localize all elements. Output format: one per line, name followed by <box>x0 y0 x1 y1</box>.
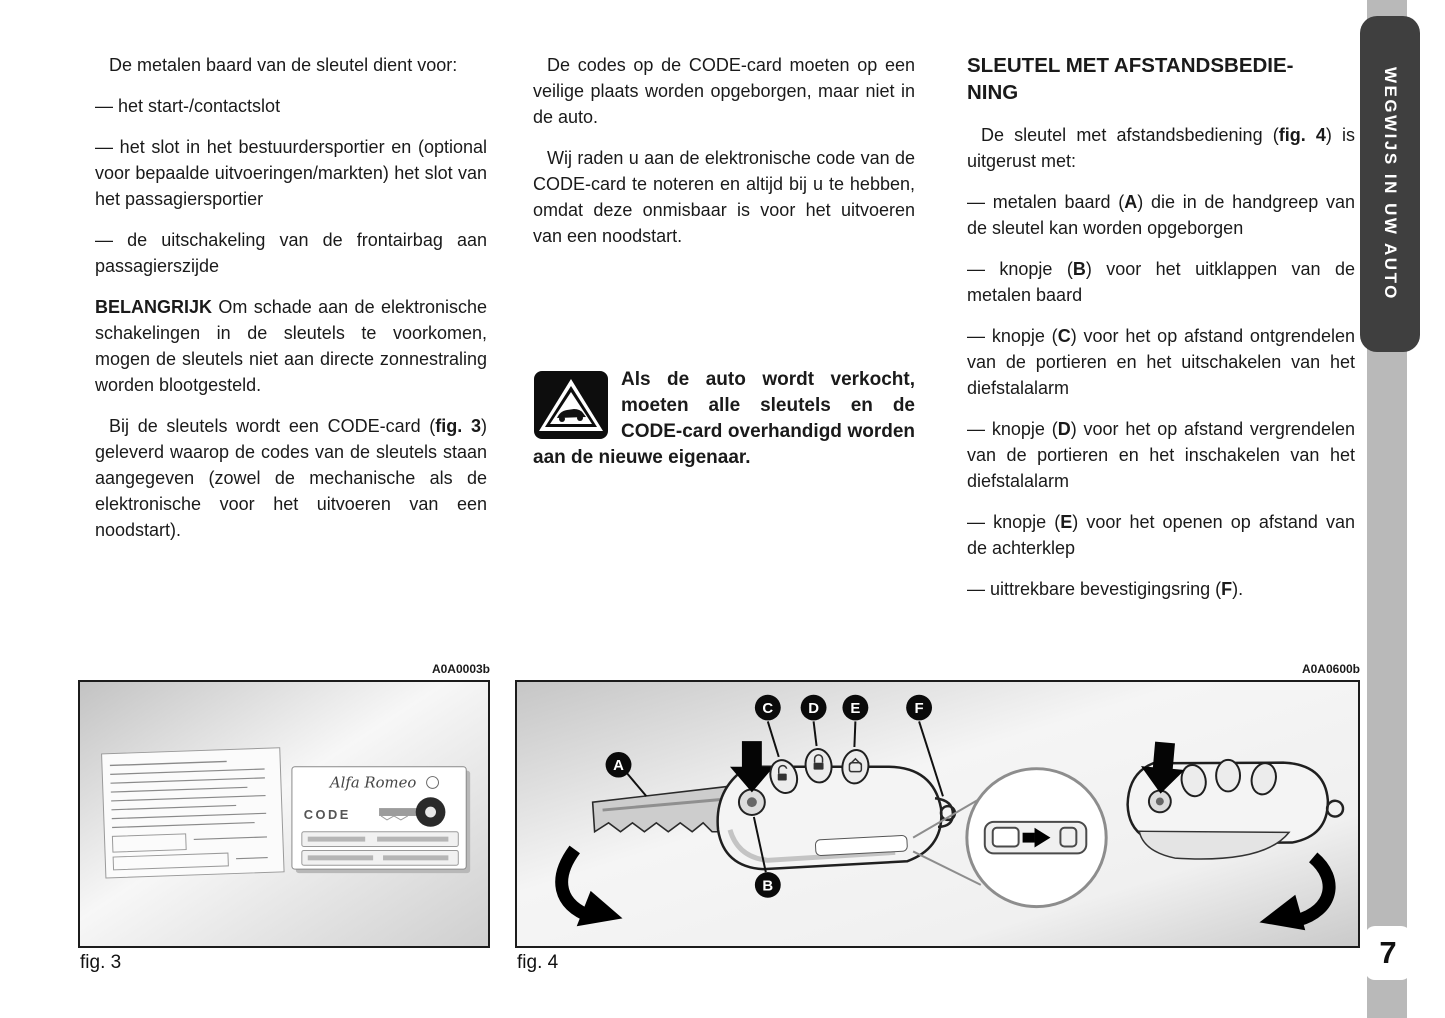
important-label: BELANGRIJK <box>95 297 213 317</box>
list-item: — de uitschakeling van de frontairbag aan passagierszijde <box>95 230 487 276</box>
list-item <box>967 323 1355 401</box>
text-segment: ) voor het uitklappen van de metalen baard <box>967 259 1355 305</box>
callout-letter: D <box>1057 419 1071 439</box>
callout-letter: A <box>1124 192 1138 212</box>
column-left <box>95 52 487 558</box>
text-segment: — uittrekbare bevestigingsring ( <box>967 579 1222 599</box>
figure4-caption: fig. 4 <box>517 952 559 973</box>
paragraph-codecard <box>95 413 487 543</box>
warning-text: Als de auto wordt verkocht, moeten alle sleutels en de CODE-card overhandigd worden aan de nieuwe eigenaar. <box>533 369 915 468</box>
callout-c <box>755 695 781 721</box>
text-segment: — knopje ( <box>967 326 1058 346</box>
svg-text:B: B <box>762 878 774 895</box>
paragraph-note-code: Wij raden u aan de elektronische code van de CODE-card te noteren en altijd bij u te hebben, omdat deze onmisbaar is voor het uitvoeren van een noodstart. <box>533 148 915 246</box>
callout-e <box>842 695 868 721</box>
list-item <box>967 509 1355 561</box>
warning-block <box>533 367 915 471</box>
callout-letter: B <box>1072 259 1086 279</box>
text-segment: — knopje ( <box>967 419 1058 439</box>
sidebar-section-tab <box>1360 16 1420 352</box>
heading-line: NING <box>967 81 1019 104</box>
text-segment: — metalen baard ( <box>967 192 1125 212</box>
alfa-romeo-logo-text: Alfa Romeo <box>329 774 417 792</box>
callout-letter: C <box>1057 326 1071 346</box>
text-segment: — knopje ( <box>967 259 1073 279</box>
callout-letter: F <box>1221 579 1233 599</box>
svg-text:C: C <box>762 701 774 718</box>
text-segment: ) voor het op afstand vergrendelen van de portieren en het inschakelen van het diefstalalarm <box>967 419 1355 491</box>
fig4-reference: fig. 4 <box>1278 125 1326 145</box>
text-segment: — knopje ( <box>967 512 1061 532</box>
list-item <box>967 416 1355 494</box>
callout-f <box>906 695 932 721</box>
list-item: — het start-/contactslot <box>95 96 281 116</box>
important-text: Om schade aan de elektronische schakelingen in de sleutels te voorkomen, mogen de sleutels niet aan directe zonnestraling worden blootgesteld. <box>95 297 487 395</box>
column-right <box>967 52 1355 617</box>
paragraph-intro <box>967 122 1355 174</box>
paragraph-important <box>95 294 487 398</box>
callout-b <box>755 872 781 898</box>
text-segment: Bij de sleutels wordt een CODE-card ( <box>109 416 436 436</box>
text-segment: ) voor het op afstand ontgrendelen van de portieren en het uitschakelen van het diefstalalarm <box>967 326 1355 398</box>
code-label: CODE <box>303 806 351 822</box>
figure4-code: A0A0600b <box>1301 662 1360 676</box>
warning-triangle-icon <box>533 370 609 440</box>
text-segment: De sleutel met afstandsbediening ( <box>981 125 1279 145</box>
svg-text:A: A <box>613 758 624 775</box>
callout-a <box>606 752 632 778</box>
page-number: 7 <box>1365 926 1411 980</box>
list-item <box>967 576 1355 602</box>
svg-text:F: F <box>914 701 924 718</box>
sidebar-section-title: WEGWIJS IN UW AUTO <box>1381 67 1400 301</box>
paragraph-codes-storage: De codes op de CODE-card moeten op een veilige plaats worden opgeborgen, maar niet in de auto. <box>533 55 915 127</box>
figure3-code: A0A0003b <box>431 662 490 676</box>
list-item <box>967 189 1355 241</box>
code-card-back <box>102 748 284 878</box>
code-card-front <box>292 767 470 873</box>
figure3-caption: fig. 3 <box>80 952 122 973</box>
callout-letter: E <box>1060 512 1073 532</box>
list-item: — het slot in het bestuurdersportier en (optional voor bepaalde uitvoeringen/markten) het slot van het passagiersportier <box>95 137 487 209</box>
figure4-remote-key-illustration <box>515 680 1360 948</box>
text-segment: ) geleverd waarop de codes van de sleutels staan aangegeven (zowel de mechanische als de elektronische voor het uitvoeren van een noodstart). <box>95 416 487 540</box>
callout-d <box>801 695 827 721</box>
section-heading <box>967 52 1355 106</box>
fig3-reference: fig. 3 <box>435 416 481 436</box>
column-middle <box>533 52 915 471</box>
text-segment: ) die in de handgreep van de sleutel kan worden opgeborgen <box>967 192 1355 238</box>
heading-line: SLEUTEL MET AFSTANDSBEDIE- <box>967 54 1294 77</box>
text-segment: ) voor het openen op afstand van de achterklep <box>967 512 1355 558</box>
svg-text:E: E <box>850 701 861 718</box>
text-segment: ). <box>1232 579 1244 599</box>
list-item <box>967 256 1355 308</box>
text-segment: ) is uitgerust met: <box>967 125 1355 171</box>
svg-text:D: D <box>808 701 819 718</box>
figure3-codecard-illustration <box>78 680 490 948</box>
paragraph-key-uses: De metalen baard van de sleutel dient voor: <box>109 55 458 75</box>
